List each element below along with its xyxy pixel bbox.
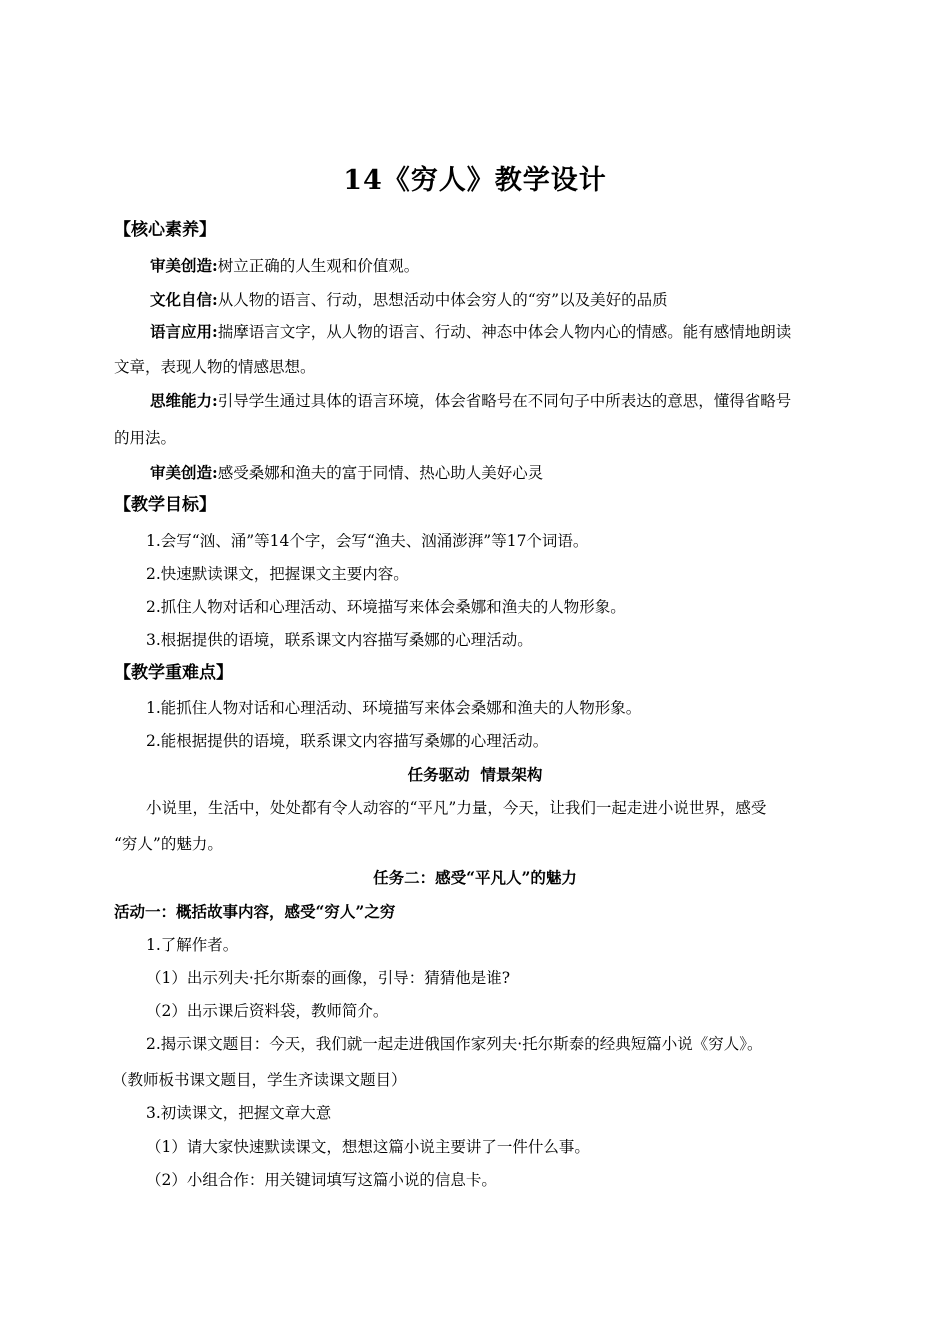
task-line: （2）小组合作：用关键词填写这篇小说的信息卡。 [146,1171,497,1189]
goal-item: 2.抓住人物对话和心理活动、环境描写来体会桑娜和渔夫的人物形象。 [146,598,626,616]
core-item-2 [150,290,668,310]
section-heading-key-points: 【教学重难点】 [114,663,233,683]
core-item-text: 树立正确的人生观和价值观。 [217,257,420,275]
task-line: 1.了解作者。 [146,936,239,954]
intro-paragraph-line: 小说里，生活中，处处都有令人动容的“平凡”力量，今天，让我们一起走进小说世界，感受 [146,799,767,817]
core-item-text: 从人物的语言、行动，思想活动中体会穷人的“穷”以及美好的品质 [217,291,668,309]
core-item-4-cont: 的用法。 [114,429,177,447]
core-item-label: 审美创造: [150,463,218,482]
activity-heading: 活动一：概括故事内容，感受“穷人”之穷 [114,902,396,921]
core-item-label: 语言应用: [150,322,218,341]
task-line: 3.初读课文，把握文章大意 [146,1104,332,1122]
core-item-label: 思维能力: [150,391,218,410]
page-title: 14《穷人》教学设计 [343,165,607,196]
core-item-label: 文化自信: [150,290,218,309]
task-heading: 任务二：感受“平凡人”的魅力 [373,868,577,887]
core-item-5 [150,463,543,483]
task-driven-heading: 任务驱动 情景架构 [407,765,543,784]
task-line: （1）出示列夫·托尔斯泰的画像，引导：猜猜他是谁? [146,969,511,987]
task-line: （教师板书课文题目，学生齐读课文题目） [112,1071,407,1089]
goal-item: 1.会写“汹、涌”等14个字，会写“渔夫、汹涌澎湃”等17个词语。 [146,532,589,550]
task-line: （1）请大家快速默读课文，想想这篇小说主要讲了一件什么事。 [146,1138,590,1156]
core-item-3-cont: 文章，表现人物的情感思想。 [114,358,316,376]
task-line: （2）出示课后资料袋，教师简介。 [146,1002,389,1020]
key-item: 1.能抓住人物对话和心理活动、环境描写来体会桑娜和渔夫的人物形象。 [146,699,642,717]
goal-item: 2.快速默读课文，把握课文主要内容。 [146,565,409,583]
core-item-3 [150,322,791,342]
core-item-1 [150,256,419,276]
core-item-4 [150,391,791,411]
goal-item: 3.根据提供的语境，联系课文内容描写桑娜的心理活动。 [146,631,533,649]
core-item-text: 引导学生通过具体的语言环境，体会省略号在不同句子中所表达的意思，懂得省略号 [217,392,792,410]
intro-paragraph-line: “穷人”的魅力。 [114,835,223,853]
core-item-text: 感受桑娜和渔夫的富于同情、热心助人美好心灵 [217,464,544,482]
core-item-text: 揣摩语言文字，从人物的语言、行动、神态中体会人物内心的情感。能有感情地朗读 [217,323,792,341]
core-item-label: 审美创造: [150,256,218,275]
key-item: 2.能根据提供的语境，联系课文内容描写桑娜的心理活动。 [146,732,549,750]
section-heading-goals: 【教学目标】 [114,495,216,515]
section-heading-core: 【核心素养】 [114,220,216,240]
task-line: 2.揭示课文题目：今天，我们就一起走进俄国作家列夫·托尔斯泰的经典短篇小说《穷人》。 [146,1035,763,1053]
